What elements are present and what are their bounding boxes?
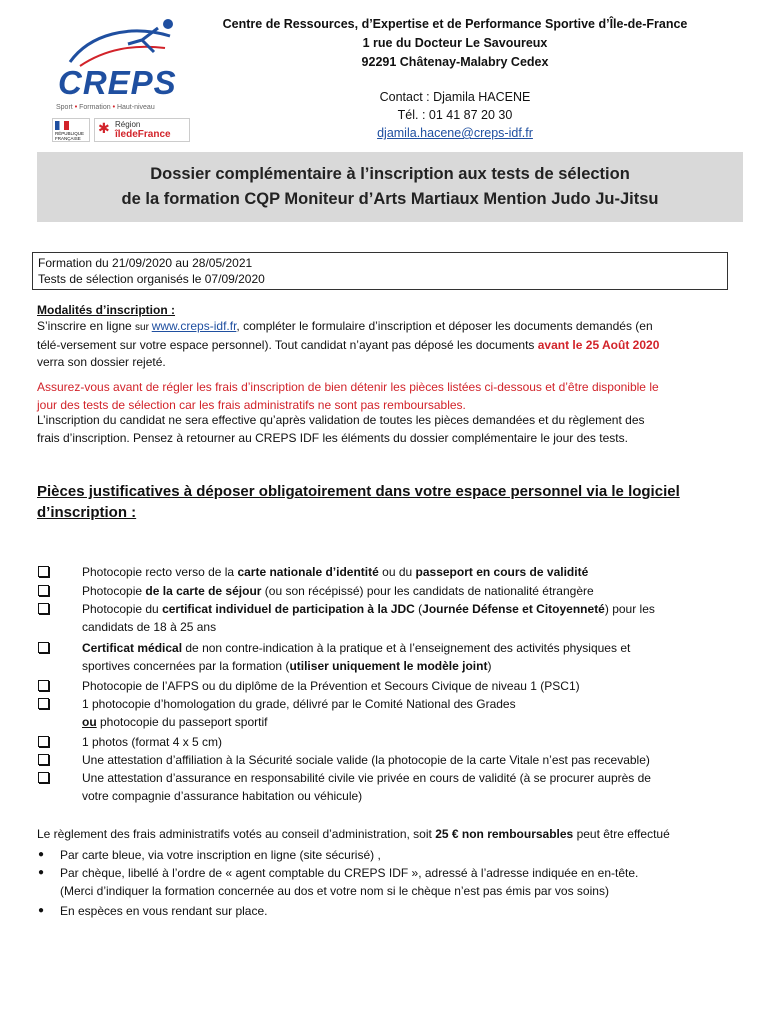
p1-line-2: télé-versement sur votre espace personnel). Tout candidat n’ayant pas déposé les documents (37, 337, 538, 352)
checkbox-icon (38, 736, 49, 747)
warning-line-2: jour des tests de sélection car les frais administratifs ne sont pas remboursables. (37, 397, 466, 412)
tagline-sport: Sport (56, 104, 73, 111)
item-text: ) (487, 659, 492, 673)
piece-item (82, 677, 722, 695)
bullet-icon: ● (38, 905, 45, 916)
piece-item (82, 582, 722, 600)
checkbox-icon (38, 680, 49, 691)
region-idf-logo (94, 118, 190, 142)
item-bold: passeport en cours de validité (415, 565, 589, 579)
region-name: îledeFrance (115, 129, 171, 140)
p1-text-b: , compléter le formulaire d’inscription et déposer les documents demandés (en (236, 319, 653, 333)
item-bold: Journée Défense et Citoyenneté (422, 602, 605, 616)
french-flag-icon (55, 121, 69, 130)
republique-text: RÉPUBLIQUE FRANÇAISE (55, 131, 85, 141)
p1-text-sur: sur (135, 322, 152, 333)
p1-text-a: S’inscrire en ligne (37, 319, 136, 333)
item-bold: certificat individuel de participation à la JDC (162, 602, 415, 616)
formation-dates: Formation du 21/09/2020 au 28/05/2021 (38, 256, 253, 270)
pieces-heading-line-1: Pièces justificatives à déposer obligatoirement dans votre espace personnel via le logiciel (37, 483, 680, 500)
item-bold: de la carte de séjour (145, 584, 262, 598)
item-text: Photocopie de l’AFPS ou du diplôme de la Prévention et Secours Civique de niveau 1 (PSC1) (82, 679, 580, 693)
p2-line-1: L’inscription du candidat ne sera effective qu’après validation de toutes les pièces demandées et du règlement des (37, 413, 645, 427)
tests-date: Tests de sélection organisés le 07/09/2020 (38, 272, 265, 286)
bullet-icon: ● (38, 867, 45, 878)
checkbox-icon (38, 642, 49, 653)
item-text: Photocopie (82, 584, 146, 598)
region-label: Région (115, 120, 141, 129)
modalites-heading: Modalités d’inscription : (37, 303, 176, 317)
piece-item (82, 769, 722, 805)
deadline-text: avant le 25 Août 2020 (537, 337, 660, 352)
reglement-intro (37, 826, 737, 844)
p2-line-2: frais d’inscription. Pensez à retourner au CREPS IDF les éléments du dossier complémentaire le jour des tests. (37, 430, 628, 445)
item-text: votre compagnie d’assurance habitation ou véhicule) (82, 789, 363, 803)
payment-text: (Merci d’indiquer la formation concernée au dos et votre nom si le chèque n’est pas émis par vos soins) (60, 884, 609, 898)
title-band (37, 152, 743, 222)
checkbox-icon (38, 698, 49, 709)
creps-logo (50, 14, 190, 142)
item-text: candidats de 18 à 25 ans (82, 620, 217, 634)
piece-item (82, 751, 722, 769)
checkbox-icon (38, 754, 49, 765)
item-text: ( (414, 602, 423, 616)
checkbox-icon (38, 585, 49, 596)
creps-website-link[interactable]: www.creps-idf.fr (151, 319, 237, 333)
dates-box (32, 252, 728, 290)
piece-item (82, 733, 722, 751)
piece-item (82, 563, 722, 581)
piece-item (82, 695, 722, 731)
title-line-2: de la formation CQP Moniteur d’Arts Martiaux Mention Judo Ju-Jitsu (121, 190, 659, 208)
item-text: ) pour les (604, 602, 655, 616)
checkbox-icon (38, 772, 49, 783)
republique-francaise-logo (52, 118, 90, 142)
pieces-heading-line-2: d’inscription : (37, 504, 137, 521)
warning-paragraph (37, 379, 717, 414)
item-text: Une attestation d’affiliation à la Sécurité sociale valide (la photocopie de la carte Vitale n’est pas recevable) (82, 753, 650, 767)
intro-text: peut être effectué (573, 827, 670, 841)
payment-text: En espèces en vous rendant sur place. (60, 904, 268, 918)
item-text: Une attestation d’assurance en responsabilité civile vie privée en cours de validité (à se procurer auprès de (82, 771, 651, 785)
address-line-1: 1 rue du Docteur Le Savoureux (362, 36, 548, 50)
contact-phone: Tél. : 01 41 87 20 30 (397, 108, 513, 122)
piece-item (82, 600, 722, 636)
address-line-2: 92291 Châtenay-Malabry Cedex (361, 55, 549, 69)
logo-tagline: Sport • Formation • Haut-niveau (56, 104, 155, 111)
modalites-paragraph-1 (37, 318, 717, 372)
item-text: ou du (378, 565, 416, 579)
item-text: 1 photocopie d’homologation du grade, délivré par le Comité National des Grades (82, 697, 516, 711)
item-text: (ou son récépissé) pour les candidats de nationalité étrangère (261, 584, 594, 598)
tagline-formation: Formation (79, 104, 111, 111)
p1-line-3: verra son dossier rejeté. (37, 355, 166, 369)
piece-item (82, 639, 722, 675)
payment-option (60, 902, 700, 920)
item-text: de non contre-indication à la pratique et à l’enseignement des activités physiques et (182, 641, 631, 655)
checkbox-icon (38, 603, 49, 614)
payment-option (60, 846, 700, 864)
item-bold: carte nationale d’identité (237, 565, 379, 579)
intro-text: Le règlement des frais administratifs votés au conseil d’administration, soit (37, 827, 436, 841)
tagline-haut-niveau: Haut-niveau (116, 104, 155, 111)
warning-line-1: Assurez-vous avant de régler les frais d’inscription de bien détenir les pièces listées ci-dessous et d’être disponible le (37, 380, 659, 394)
payment-text: Par chèque, libellé à l’ordre de « agent comptable du CREPS IDF », adressé à l’adresse indiquée en en-tête. (60, 866, 639, 880)
contact-email-link[interactable]: djamila.hacene@creps-idf.fr (377, 126, 533, 140)
bullet-icon: ● (38, 849, 45, 860)
contact-name: Contact : Djamila HACENE (379, 90, 531, 104)
item-text: sportives concernées par la formation ( (82, 659, 290, 673)
checkbox-icon (38, 566, 49, 577)
item-text: 1 photos (format 4 x 5 cm) (82, 735, 223, 749)
region-star-icon: ✱ (98, 120, 110, 136)
logo-brand-text: CREPS (58, 64, 177, 101)
item-text: Photocopie recto verso de la (82, 565, 238, 579)
item-text: Photocopie du (82, 602, 163, 616)
payment-option (60, 864, 740, 900)
fee-amount: 25 € non remboursables (435, 827, 574, 841)
title-line-1: Dossier complémentaire à l’inscription aux tests de sélection (150, 165, 630, 183)
item-bold: Certificat médical (82, 641, 183, 655)
modalites-paragraph-2 (37, 412, 717, 447)
payment-text: Par carte bleue, via votre inscription en ligne (site sécurisé) , (60, 848, 381, 862)
item-bold: utiliser uniquement le modèle joint (289, 659, 488, 673)
contact-email-wrap (195, 126, 715, 140)
org-name: Centre de Ressources, d’Expertise et de Performance Sportive d’Île-de-France (222, 17, 688, 31)
item-bold: ou (82, 715, 97, 729)
item-text: photocopie du passeport sportif (96, 715, 268, 729)
